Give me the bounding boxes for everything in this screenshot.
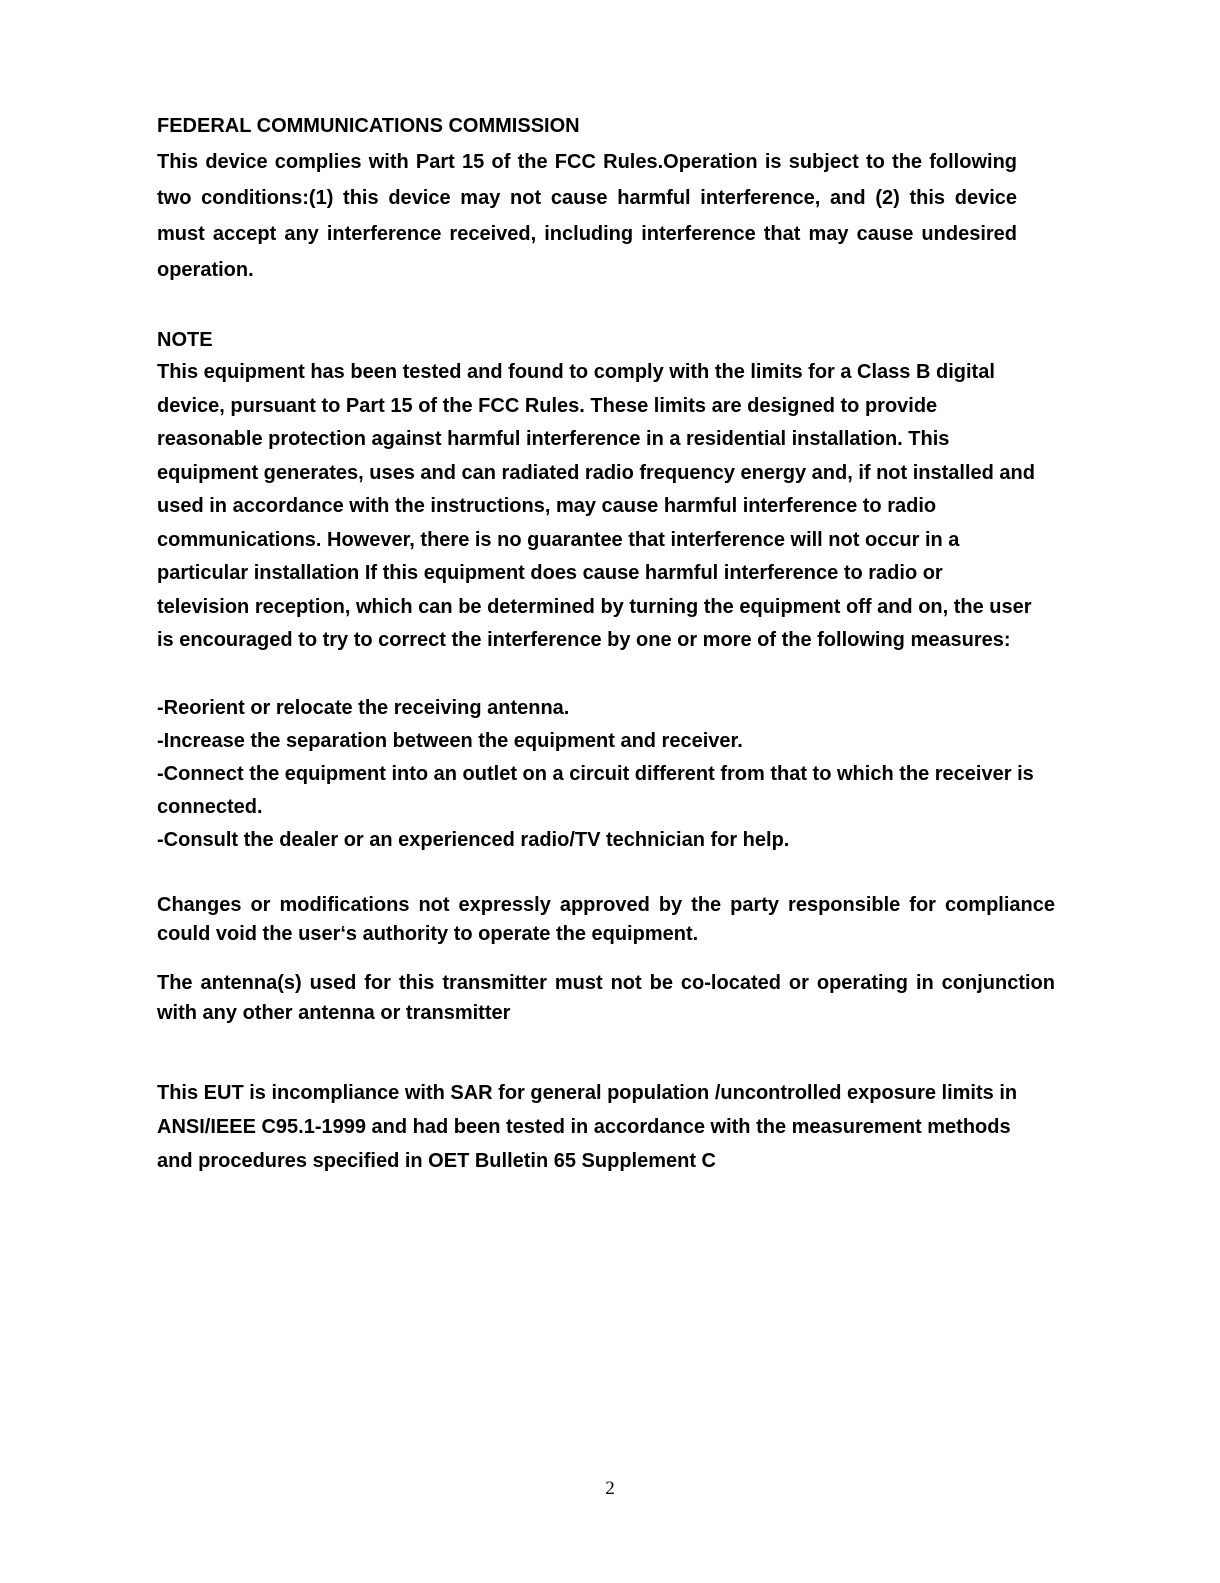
paragraph-note-body: This equipment has been tested and found to comply with the limits for a Class B digital device, pursuant to Part 15 of the FCC Rules. These limits are designed to provide reasonable protection against harmful interference in a residential installation. This equipment generates, uses and can radiated radio frequency energy and, if not installed and used in accordance with the instructions, may cause harmful interference to radio communications. However, there is no guarantee that interference will not occur in a particular installation If this equipment does cause harmful interference to radio or television reception, which can be determined by turning the equipment off and on, the user is encouraged to try to correct the interference by one or more of the following measures:	[157, 361, 1035, 651]
measure-item-increase-separation: -Increase the separation between the equipment and receiver.	[157, 729, 743, 752]
section-heading-note: NOTE	[157, 329, 213, 351]
paragraph-sar-compliance: This EUT is incompliance with SAR for general population /uncontrolled exposure limits in ANSI/IEEE C95.1-1999 and had been tested in accordance with the measurement methods and procedures specified in OET Bulletin 65 Supplement C	[157, 1081, 1018, 1172]
paragraph-changes-modifications: Changes or modifications not expressly approved by the party responsible for compliance could void the user‘s authority to operate the equipment.	[157, 893, 1055, 945]
paragraph-fcc-compliance: This device complies with Part 15 of the FCC Rules.Operation is subject to the following two conditions:(1) this device may not cause harmful interference, and (2) this device must accept any interference received, including interference that may cause undesired operation.	[157, 151, 1017, 281]
document-content	[157, 108, 1055, 1178]
note-section	[157, 324, 1055, 658]
paragraph-antenna-colocation: The antenna(s) used for this transmitter must not be co-located or operating in conjunction with any other antenna or transmitter	[157, 971, 1055, 1024]
measure-item-consult-dealer: -Consult the dealer or an experienced radio/TV technician for help.	[157, 828, 790, 851]
section-heading-fcc: FEDERAL COMMUNICATIONS COMMISSION	[157, 115, 580, 137]
measure-item-connect-outlet: -Connect the equipment into an outlet on a circuit different from that to which the receiver is connected.	[157, 762, 1034, 818]
page-number: 2	[605, 1478, 615, 1499]
measures-list	[157, 692, 1055, 857]
measure-item-reorient: -Reorient or relocate the receiving antenna.	[157, 696, 570, 719]
